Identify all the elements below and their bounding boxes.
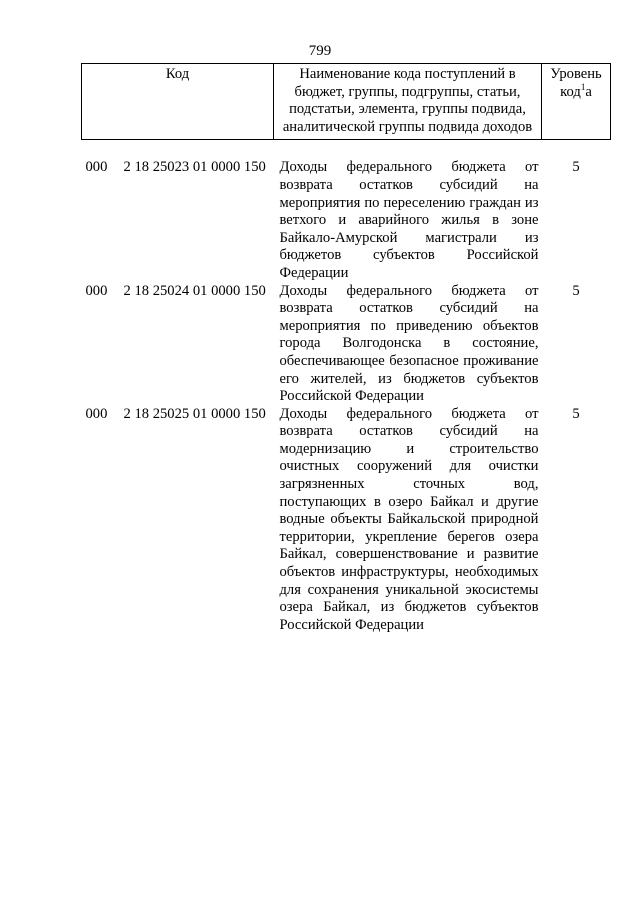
table-header-row [82, 64, 611, 140]
revenue-code: 2 18 25025 01 0000 150 [123, 405, 266, 422]
page-number: 799 [308, 43, 332, 59]
name-cell: Доходы федерального бюджета от возврата остатков субсидий на модернизацию и строительство очистных сооружений для очистки загрязненных сточных вод, поступающих в озеро Байкал и другие водные объекты Байкальской природной территории, укрепление берегов озера Байкал, совершенствование и развитие объектов инфраструктуры, необходимых для сохранения уникальной экосистемы озера Байкал, из бюджетов субъектов Российской Федерации [279, 405, 539, 633]
header-level [542, 64, 611, 140]
code-cell [82, 159, 274, 282]
name-cell: Доходы федерального бюджета от возврата остатков субсидий на мероприятия по переселению граждан из ветхого и аварийного жилья в зоне Байкало-Амурской магистрали из бюджетов субъектов Российской Федерации [279, 159, 539, 281]
header-level-suffix: а [585, 83, 592, 100]
level-cell: 5 [572, 282, 580, 299]
code-cell [82, 406, 274, 635]
level-cell: 5 [572, 405, 580, 422]
code-cell [82, 283, 274, 406]
name-cell: Доходы федерального бюджета от возврата остатков субсидий на мероприятия по приведению объектов города Волгодонска в состояние, обеспечивающее безопасное проживание его жителей, из бюджетов субъектов Российской Федерации [279, 282, 539, 405]
admin-code: 000 [85, 282, 108, 299]
admin-code: 000 [85, 405, 108, 422]
table-row [82, 406, 611, 635]
table-row [82, 159, 611, 282]
header-level-footnote: 1 [580, 81, 586, 92]
revenue-code: 2 18 25023 01 0000 150 [123, 159, 266, 176]
table-spacer [82, 140, 611, 160]
header-level-text: Уровень код [550, 66, 602, 100]
revenue-codes-table [81, 63, 611, 634]
header-code: Код [82, 64, 274, 140]
header-name: Наименование кода поступлений в бюджет, группы, подгруппы, статьи, подстатьи, элемента, группы подвида, аналитической группы подвида доходов [274, 64, 542, 140]
revenue-code: 2 18 25024 01 0000 150 [123, 282, 266, 299]
table-row [82, 283, 611, 406]
level-cell: 5 [572, 159, 580, 176]
admin-code: 000 [85, 159, 108, 176]
